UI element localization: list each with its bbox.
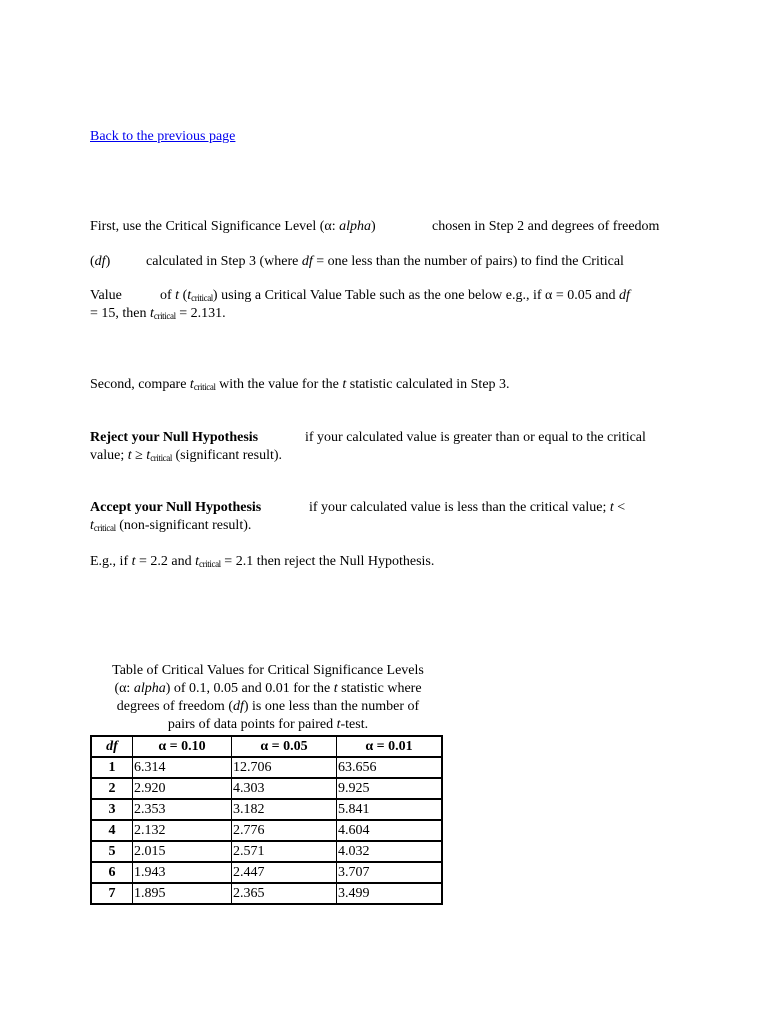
paragraph-1-line-2-cont: calculated in Step 3 (where df = one less than the number of pairs) to find the Critical bbox=[146, 254, 624, 269]
table-cell-df: 2 bbox=[91, 778, 133, 799]
table-cell-value: 3.182 bbox=[232, 799, 337, 820]
header-alpha-010: α = 0.10 bbox=[133, 736, 232, 757]
back-link[interactable]: Back to the previous page bbox=[90, 129, 236, 144]
table-cell-value: 3.707 bbox=[337, 862, 443, 883]
table-cell-value: 2.776 bbox=[232, 820, 337, 841]
table-cell-value: 2.920 bbox=[133, 778, 232, 799]
header-alpha-005: α = 0.05 bbox=[232, 736, 337, 757]
table-cell-df: 5 bbox=[91, 841, 133, 862]
table-cell-df: 6 bbox=[91, 862, 133, 883]
table-cell-value: 6.314 bbox=[133, 757, 232, 778]
table-cell-value: 4.032 bbox=[337, 841, 443, 862]
table-cell-value: 9.925 bbox=[337, 778, 443, 799]
table-cell-value: 2.015 bbox=[133, 841, 232, 862]
table-row bbox=[91, 757, 442, 778]
table-cell-value: 2.571 bbox=[232, 841, 337, 862]
header-alpha-001: α = 0.01 bbox=[337, 736, 443, 757]
table-row bbox=[91, 862, 442, 883]
table-row bbox=[91, 799, 442, 820]
table-header-row bbox=[91, 736, 442, 757]
table-cell-value: 5.841 bbox=[337, 799, 443, 820]
table-cell-value: 3.499 bbox=[337, 883, 443, 904]
table-cell-df: 4 bbox=[91, 820, 133, 841]
table-cell-value: 2.132 bbox=[133, 820, 232, 841]
table-row bbox=[91, 841, 442, 862]
table-cell-value: 12.706 bbox=[232, 757, 337, 778]
paragraph-1-line-3-cont: of t $(t_{critical})$ using a Critical Value Table such as the one below e.g., if α = 0.05 and df bbox=[160, 288, 630, 303]
paragraph-2: Second, compare $t_{critical}$ with the value for the t statistic calculated in Step 3. bbox=[90, 377, 510, 392]
table-row bbox=[91, 883, 442, 904]
paragraph-1-line-1-cont: chosen in Step 2 and degrees of freedom bbox=[432, 219, 660, 234]
table-row bbox=[91, 778, 442, 799]
table-cell-value: 1.943 bbox=[133, 862, 232, 883]
example-paragraph: E.g., if t = 2.2 and $t_{critical} = 2.1$ then reject the Null Hypothesis. bbox=[90, 554, 435, 569]
paragraph-4-line-1: if your calculated value is less than the critical value; t < bbox=[309, 500, 626, 515]
table-row bbox=[91, 820, 442, 841]
table-cell-value: 2.365 bbox=[232, 883, 337, 904]
reject-hypothesis-heading: Reject your Null Hypothesis bbox=[90, 430, 259, 445]
table-cell-value: 2.353 bbox=[133, 799, 232, 820]
paragraph-3-line-1: if your calculated value is greater than or equal to the critical bbox=[305, 430, 646, 445]
accept-hypothesis-heading: Accept your Null Hypothesis bbox=[90, 500, 262, 515]
paragraph-4-line-2: $t_{critical}$ (non-significant result). bbox=[90, 518, 252, 533]
paragraph-1-line-2: (df) bbox=[90, 254, 111, 269]
paragraph-1-line-4: = 15, then $t_{critical} = 2.131$. bbox=[90, 306, 226, 321]
table-cell-value: 63.656 bbox=[337, 757, 443, 778]
paragraph-1-line-3: Value bbox=[90, 288, 122, 303]
table-cell-value: 1.895 bbox=[133, 883, 232, 904]
paragraph-1-line-1: First, use the Critical Significance Level (α: alpha) bbox=[90, 219, 376, 234]
table-cell-df: 3 bbox=[91, 799, 133, 820]
table-cell-df: 7 bbox=[91, 883, 133, 904]
table-cell-df: 1 bbox=[91, 757, 133, 778]
table-cell-value: 4.604 bbox=[337, 820, 443, 841]
table-caption: Table of Critical Values for Critical Significance Levels (α: alpha) of 0.1, 0.05 and 0.01 for the t statistic where degrees of freedom (df) is one less than the number of pairs of data points for paired t-test. bbox=[112, 663, 424, 732]
table-cell-value: 2.447 bbox=[232, 862, 337, 883]
paragraph-3-line-2: value; $t \ge t_{critical}$ (significant result). bbox=[90, 448, 283, 463]
header-df: df bbox=[91, 736, 133, 757]
table-cell-value: 4.303 bbox=[232, 778, 337, 799]
critical-values-table bbox=[90, 735, 443, 905]
